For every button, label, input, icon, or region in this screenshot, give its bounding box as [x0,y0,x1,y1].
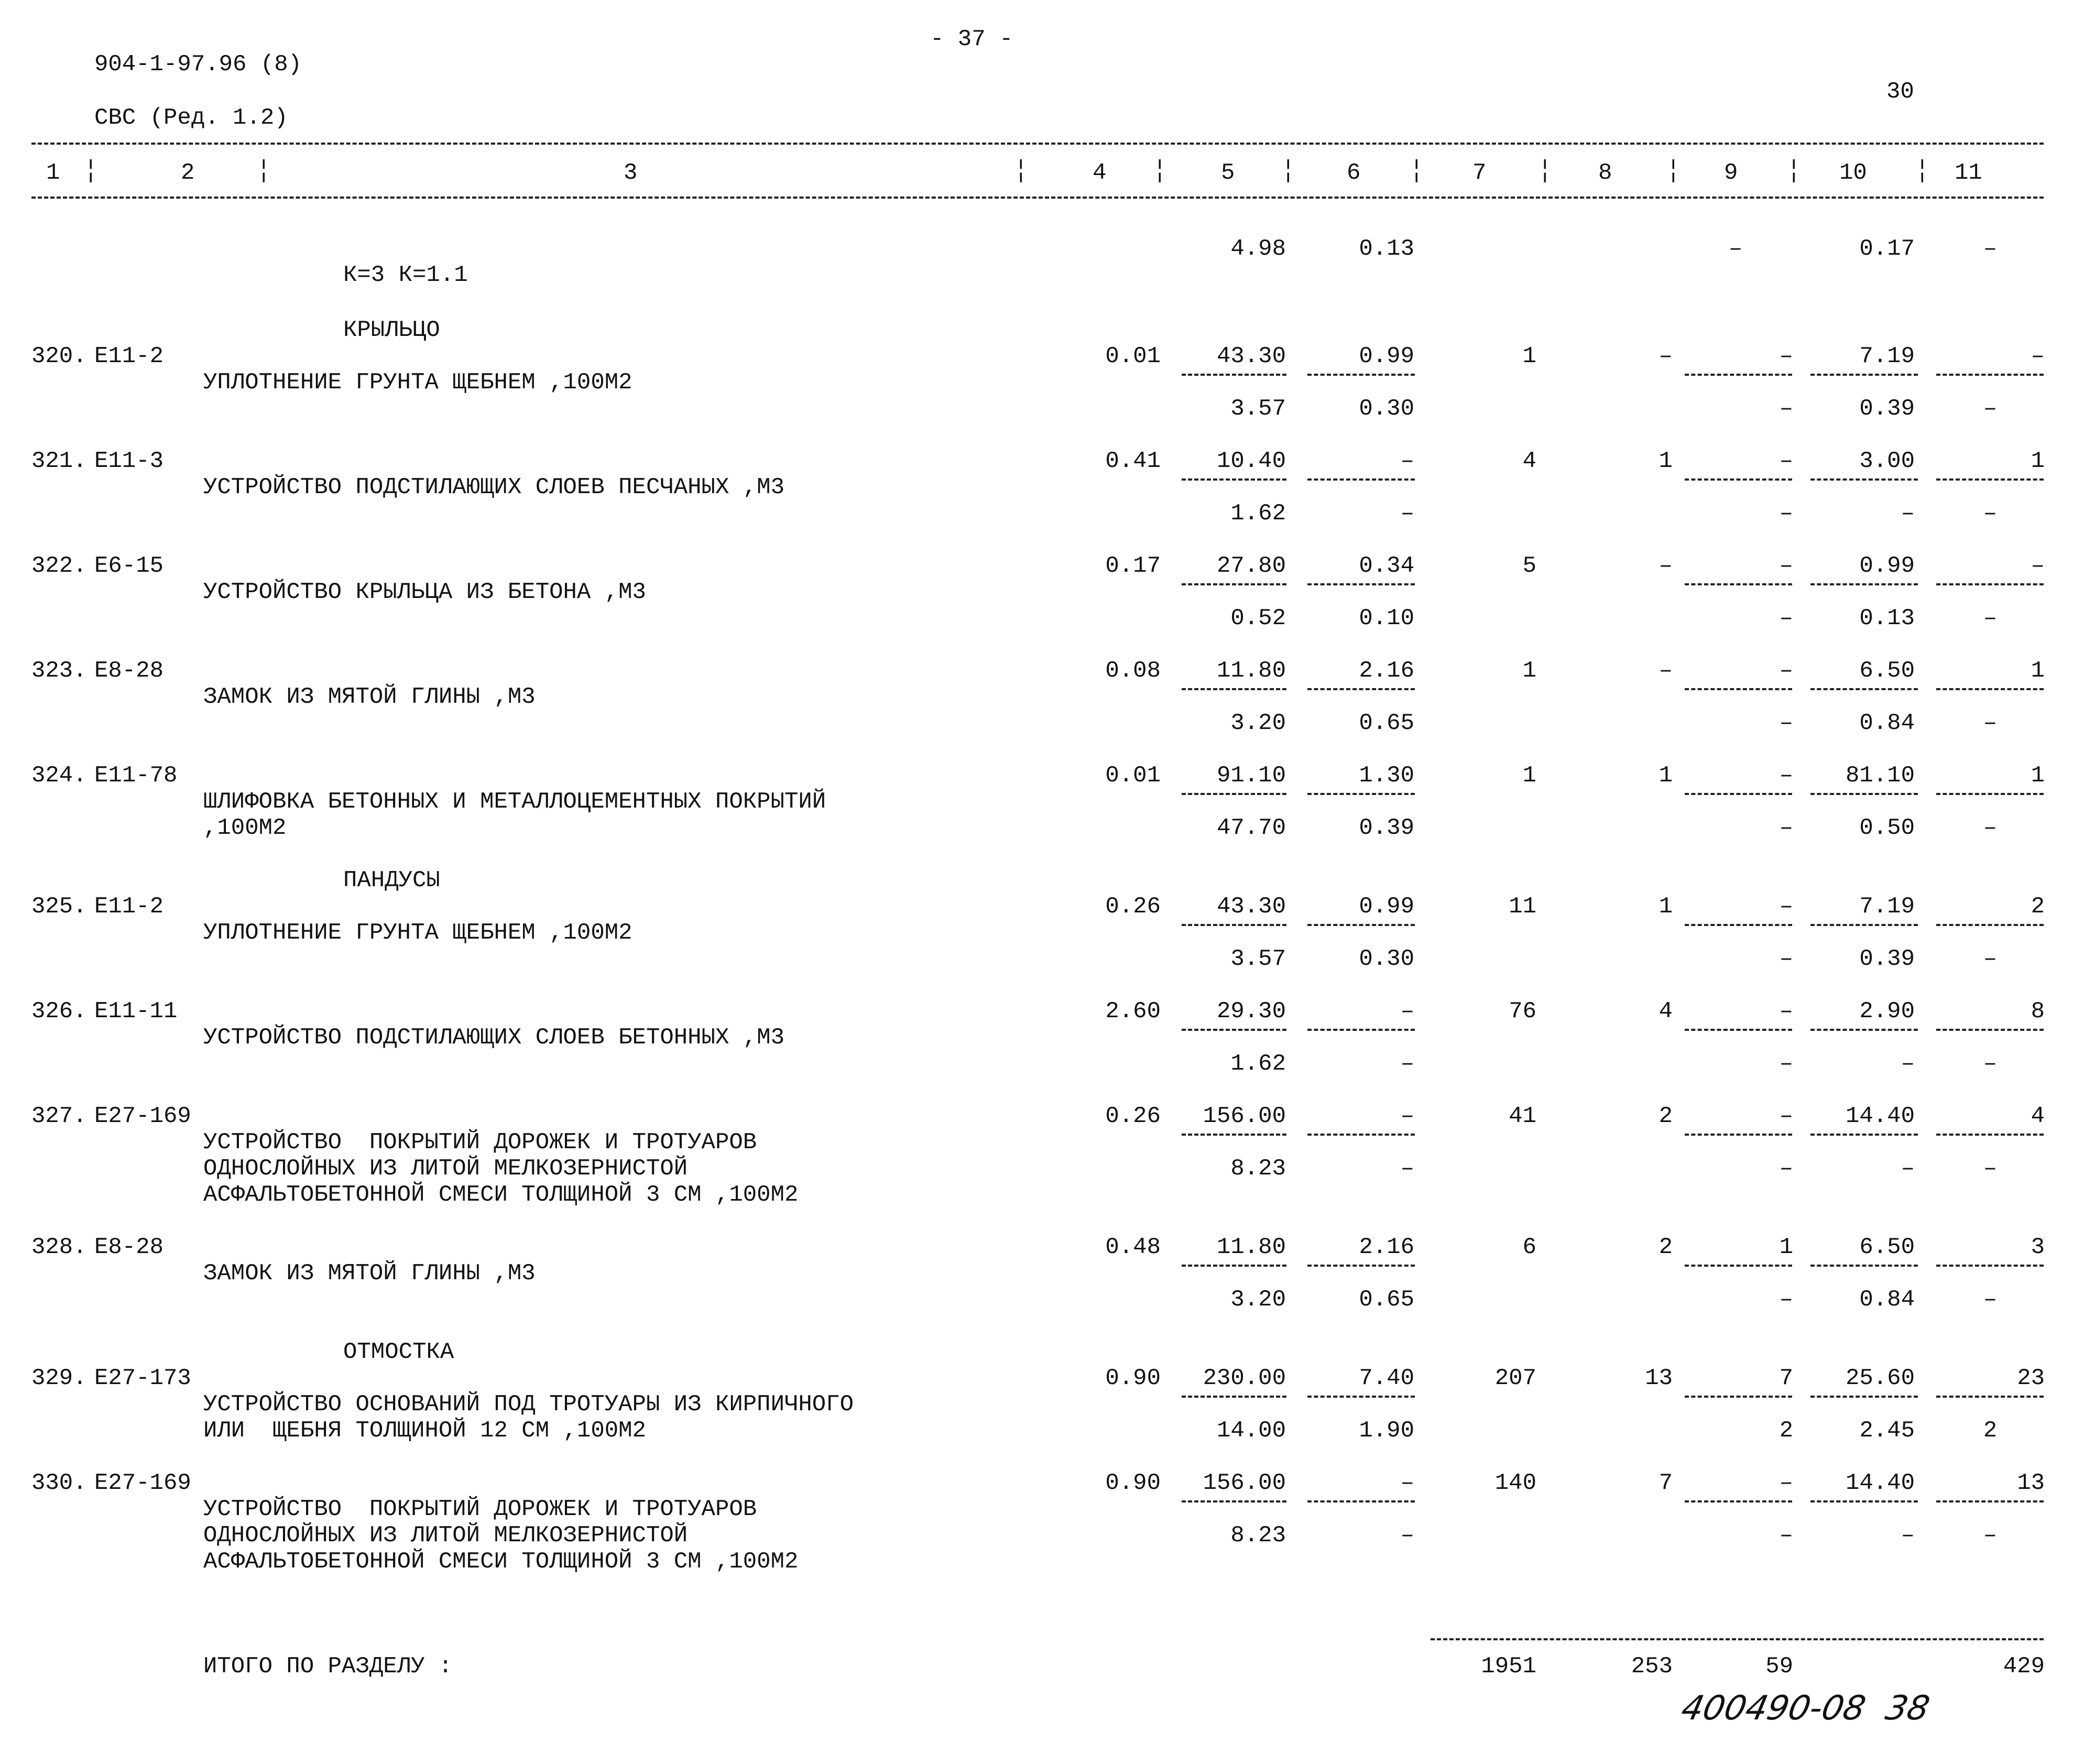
value-separator [1936,1396,2044,1398]
row-col9-bottom: – [1779,500,1793,527]
value-separator [1685,1500,1792,1502]
row-col11-bottom: – [1983,946,1998,972]
row-col10-bottom: – [1901,1522,1915,1549]
row-description: ОДНОСЛОЙНЫХ ИЗ ЛИТОЙ МЕЛКОЗЕРНИСТОЙ [203,1156,688,1182]
row-col5-bottom: 3.20 [1230,1287,1286,1313]
row-col11-top: – [2031,553,2045,579]
row-col10-top: 14.40 [1845,1470,1915,1496]
value-separator [1936,374,2044,376]
value-separator [1810,1396,1918,1398]
row-col8: 1 [1659,894,1673,920]
section-title: КРЫЛЬЦО [343,317,440,343]
row-col10-top: 7.19 [1859,894,1915,920]
row-description: УПЛОТНЕНИЕ ГРУНТА ЩЕБНЕМ ,100М2 [203,920,632,946]
column-separator: ╎ [1014,160,1028,186]
row-col5-top: 230.00 [1203,1365,1286,1391]
row-col5-bottom: 3.57 [1230,396,1286,422]
row-col6-top: – [1400,1470,1414,1496]
intro-col11: – [1983,236,1998,262]
row-col11-bottom: – [1983,605,1998,631]
row-col9-top: 7 [1779,1365,1793,1391]
column-header-4: 4 [1093,160,1107,186]
row-description: ЗАМОК ИЗ МЯТОЙ ГЛИНЫ ,М3 [203,1260,536,1287]
row-description: УСТРОЙСТВО ПОДСТИЛАЮЩИХ СЛОЕВ БЕТОННЫХ ,М3 [203,1025,784,1051]
row-col5-top: 91.10 [1216,763,1286,789]
row-col7: 41 [1509,1103,1536,1129]
value-separator [1936,793,2044,795]
row-col10-bottom: – [1901,1156,1915,1182]
program-version: СВС (Ред. 1.2) [94,105,288,131]
value-separator [1182,478,1286,481]
value-separator [1936,688,2044,690]
column-header-7: 7 [1472,160,1487,186]
row-quantity: 0.08 [1105,658,1161,684]
row-code: Е11-2 [94,894,164,920]
row-col10-top: 6.50 [1859,658,1915,684]
row-col10-bottom: – [1901,1051,1915,1077]
column-header-1: 1 [46,160,60,186]
value-separator [1307,478,1415,481]
row-col10-top: 14.40 [1845,1103,1915,1129]
column-header-9: 9 [1724,160,1738,186]
row-col10-bottom: 0.84 [1859,710,1915,736]
value-separator [1685,1265,1792,1267]
column-header-5: 5 [1221,160,1235,186]
row-col11-bottom: – [1983,1051,1998,1077]
row-col10-top: 3.00 [1859,448,1915,474]
column-header-2: 2 [181,160,195,186]
row-description: УСТРОЙСТВО ПОКРЫТИЙ ДОРОЖЕК И ТРОТУАРОВ [203,1129,757,1156]
value-separator [1182,688,1286,690]
row-col9-bottom: – [1779,946,1793,972]
value-separator [1182,1396,1286,1398]
value-separator [1810,793,1918,795]
row-number: 326. [31,998,87,1025]
row-number: 322. [31,553,87,579]
column-header-6: 6 [1347,160,1361,186]
row-description: ,100М2 [203,815,287,841]
row-col6-top: 2.16 [1359,1234,1414,1260]
value-separator [1936,583,2044,585]
row-col5-bottom: 3.57 [1230,946,1286,972]
header-rule-top [31,143,2044,145]
row-code: Е27-169 [94,1103,191,1129]
value-separator [1307,583,1415,585]
row-col8: 1 [1659,448,1673,474]
row-col7: 5 [1522,553,1536,579]
value-separator [1810,1134,1918,1136]
row-description: ШЛИФОВКА БЕТОННЫХ И МЕТАЛЛОЦЕМЕНТНЫХ ПОКРЫТИЙ [203,789,826,815]
row-code: Е27-173 [94,1365,191,1391]
row-col9-top: – [1779,1470,1793,1496]
row-number: 327. [31,1103,87,1129]
row-col10-bottom: 2.45 [1859,1418,1915,1444]
header-rule-bottom [31,197,2044,199]
row-description: ОДНОСЛОЙНЫХ ИЗ ЛИТОЙ МЕЛКОЗЕРНИСТОЙ [203,1522,688,1549]
row-col5-bottom: 3.20 [1230,710,1286,736]
row-col5-top: 11.80 [1216,658,1286,684]
row-col11-top: 1 [2031,658,2045,684]
row-description: УСТРОЙСТВО ПОКРЫТИЙ ДОРОЖЕК И ТРОТУАРОВ [203,1496,757,1522]
column-separator: ╎ [1153,160,1167,186]
row-quantity: 0.01 [1105,763,1161,789]
row-col5-top: 43.30 [1216,343,1286,369]
column-header-10: 10 [1839,160,1867,186]
value-separator [1685,1396,1792,1398]
column-separator: ╎ [1787,160,1801,186]
row-col9-bottom: – [1779,396,1793,422]
row-col10-bottom: – [1901,500,1915,527]
row-number: 323. [31,658,87,684]
value-separator [1182,1134,1286,1136]
row-col9-top: – [1779,343,1793,369]
row-col11-top: 3 [2031,1234,2045,1260]
row-col8: 7 [1659,1470,1673,1496]
column-separator: ╎ [1281,160,1295,186]
row-col9-bottom: 2 [1779,1418,1793,1444]
value-separator [1936,1029,2044,1031]
row-col11-bottom: – [1983,500,1998,527]
value-separator [1685,583,1792,585]
row-col5-top: 11.80 [1216,1234,1286,1260]
row-col6-top: – [1400,448,1414,474]
row-col8: 1 [1659,763,1673,789]
row-col6-bottom: – [1400,1156,1414,1182]
value-separator [1936,478,2044,481]
value-separator [1936,1134,2044,1136]
row-quantity: 0.17 [1105,553,1161,579]
value-separator [1936,924,2044,926]
row-col7: 6 [1522,1234,1536,1260]
row-col9-top: – [1779,894,1793,920]
column-header-3: 3 [624,160,638,186]
row-col5-top: 156.00 [1203,1103,1286,1129]
value-separator [1685,478,1792,481]
row-code: Е11-78 [94,763,178,789]
total-col11: 429 [2003,1653,2045,1680]
row-col11-top: 1 [2031,448,2045,474]
row-col6-top: 7.40 [1359,1365,1414,1391]
row-col9-bottom: – [1779,1522,1793,1549]
row-description: ИЛИ ЩЕБНЯ ТОЛЩИНОЙ 12 СМ ,100М2 [203,1418,646,1444]
value-separator [1182,374,1286,376]
row-col9-bottom: – [1779,1051,1793,1077]
row-col9-top: – [1779,553,1793,579]
column-separator: ╎ [1410,160,1424,186]
row-col6-bottom: 1.90 [1359,1418,1414,1444]
intro-col9: – [1728,236,1743,262]
value-separator [1810,374,1918,376]
value-separator [1810,1265,1918,1267]
intro-col5: 4.98 [1230,236,1286,262]
row-quantity: 0.01 [1105,343,1161,369]
sheet-number: 30 [1886,79,1914,105]
value-separator [1307,1396,1415,1398]
row-col6-top: – [1400,1103,1414,1129]
row-col10-bottom: 0.84 [1859,1287,1915,1313]
value-separator [1936,1500,2044,1502]
row-col7: 140 [1494,1470,1536,1496]
row-col6-bottom: 0.30 [1359,946,1414,972]
section-title: ОТМОСТКА [343,1339,454,1365]
row-code: Е6-15 [94,553,164,579]
row-col7: 4 [1522,448,1536,474]
row-code: Е8-28 [94,658,164,684]
value-separator [1182,793,1286,795]
row-number: 324. [31,763,87,789]
row-col7: 207 [1494,1365,1536,1391]
row-number: 325. [31,894,87,920]
page-number: - 37 - [930,26,1013,52]
value-separator [1810,1500,1918,1502]
row-quantity: 0.41 [1105,448,1161,474]
row-col5-bottom: 1.62 [1230,500,1286,527]
row-col10-bottom: 0.13 [1859,605,1915,631]
row-col6-top: 2.16 [1359,658,1414,684]
intro-col10: 0.17 [1859,236,1915,262]
row-col5-bottom: 47.70 [1216,815,1286,841]
row-col9-top: – [1779,1103,1793,1129]
row-col5-top: 27.80 [1216,553,1286,579]
row-col6-top: 0.99 [1359,894,1414,920]
section-title: ПАНДУСЫ [343,867,440,894]
row-col11-bottom: – [1983,1156,1998,1182]
row-code: Е11-11 [94,998,178,1025]
row-col5-bottom: 8.23 [1230,1156,1286,1182]
row-description: АСФАЛЬТОБЕТОННОЙ СМЕСИ ТОЛЩИНОЙ 3 СМ ,100М2 [203,1182,799,1208]
column-separator: ╎ [1666,160,1681,186]
column-separator: ╎ [1915,160,1929,186]
row-col5-top: 156.00 [1203,1470,1286,1496]
row-col11-bottom: – [1983,1287,1998,1313]
value-separator [1685,1029,1792,1031]
doc-code: 904-1-97.96 (8) [94,51,302,78]
row-col6-bottom: 0.10 [1359,605,1414,631]
row-col9-bottom: – [1779,815,1793,841]
row-number: 321. [31,448,87,474]
row-col10-top: 0.99 [1859,553,1915,579]
row-col11-top: 4 [2031,1103,2045,1129]
row-quantity: 0.48 [1105,1234,1161,1260]
value-separator [1307,688,1415,690]
column-separator: ╎ [257,160,271,186]
value-separator [1810,583,1918,585]
row-number: 329. [31,1365,87,1391]
value-separator [1182,1265,1286,1267]
row-col6-top: 0.34 [1359,553,1414,579]
row-col8: – [1659,343,1673,369]
row-col6-bottom: – [1400,500,1414,527]
row-col11-top: 13 [2017,1470,2045,1496]
value-separator [1685,374,1792,376]
row-col10-top: 81.10 [1845,763,1915,789]
row-quantity: 0.26 [1105,1103,1161,1129]
row-col5-top: 10.40 [1216,448,1286,474]
row-description: АСФАЛЬТОБЕТОННОЙ СМЕСИ ТОЛЩИНОЙ 3 СМ ,100М2 [203,1549,799,1575]
row-col8: – [1659,553,1673,579]
row-code: Е27-169 [94,1470,191,1496]
row-col11-bottom: – [1983,396,1998,422]
value-separator [1307,1500,1415,1502]
row-col11-top: 1 [2031,763,2045,789]
row-col6-bottom: 0.65 [1359,710,1414,736]
row-description: УСТРОЙСТВО ОСНОВАНИЙ ПОД ТРОТУАРЫ ИЗ КИРПИЧНОГО [203,1391,854,1418]
row-col6-top: – [1400,998,1414,1025]
column-separator: ╎ [84,160,98,186]
value-separator [1307,793,1415,795]
row-code: Е8-28 [94,1234,164,1260]
value-separator [1182,1029,1286,1031]
row-description: УСТРОЙСТВО ПОДСТИЛАЮЩИХ СЛОЕВ ПЕСЧАНЫХ ,М3 [203,474,784,500]
row-col6-bottom: 0.65 [1359,1287,1414,1313]
row-col11-top: 8 [2031,998,2045,1025]
row-col7: 1 [1522,658,1536,684]
row-code: Е11-3 [94,448,164,474]
row-col10-bottom: 0.50 [1859,815,1915,841]
row-col10-top: 2.90 [1859,998,1915,1025]
row-code: Е11-2 [94,343,164,369]
value-separator [1810,924,1918,926]
row-col9-bottom: – [1779,710,1793,736]
row-col11-bottom: – [1983,815,1998,841]
row-col6-bottom: 0.39 [1359,815,1414,841]
row-col6-bottom: – [1400,1051,1414,1077]
value-separator [1685,924,1792,926]
total-col9: 59 [1765,1653,1793,1680]
row-quantity: 2.60 [1105,998,1161,1025]
row-description: УПЛОТНЕНИЕ ГРУНТА ЩЕБНЕМ ,100М2 [203,369,632,396]
value-separator [1685,793,1792,795]
value-separator [1936,1265,2044,1267]
value-separator [1810,478,1918,481]
value-separator [1307,374,1415,376]
column-header-11: 11 [1955,160,1982,186]
row-quantity: 0.90 [1105,1470,1161,1496]
value-separator [1810,688,1918,690]
row-quantity: 0.26 [1105,894,1161,920]
row-col8: 13 [1645,1365,1673,1391]
row-description: ЗАМОК ИЗ МЯТОЙ ГЛИНЫ ,М3 [203,684,536,710]
row-col7: 1 [1522,763,1536,789]
row-number: 330. [31,1470,87,1496]
row-col9-top: – [1779,763,1793,789]
row-quantity: 0.90 [1105,1365,1161,1391]
row-col8: 2 [1659,1234,1673,1260]
row-col8: – [1659,658,1673,684]
row-col10-top: 7.19 [1859,343,1915,369]
row-col10-top: 25.60 [1845,1365,1915,1391]
row-col11-bottom: 2 [1983,1418,1998,1444]
total-col8: 253 [1631,1653,1673,1680]
row-col7: 1 [1522,343,1536,369]
value-separator [1307,924,1415,926]
row-col10-bottom: 0.39 [1859,946,1915,972]
row-col7: 11 [1509,894,1536,920]
handwritten-note: 400490-08 38 [1678,1689,1933,1728]
value-separator [1182,1500,1286,1502]
intro-col6: 0.13 [1359,236,1414,262]
row-col9-bottom: – [1779,605,1793,631]
row-number: 320. [31,343,87,369]
row-col5-top: 29.30 [1216,998,1286,1025]
row-col11-top: 2 [2031,894,2045,920]
value-separator [1307,1029,1415,1031]
row-col11-bottom: – [1983,710,1998,736]
column-header-8: 8 [1598,160,1612,186]
row-description: УСТРОЙСТВО КРЫЛЬЦА ИЗ БЕТОНА ,М3 [203,579,646,605]
row-col8: 4 [1659,998,1673,1025]
row-col6-bottom: – [1400,1522,1414,1549]
row-col8: 2 [1659,1103,1673,1129]
row-col9-bottom: – [1779,1156,1793,1182]
row-col6-top: 0.99 [1359,343,1414,369]
value-separator [1685,688,1792,690]
row-col5-bottom: 14.00 [1216,1418,1286,1444]
row-col11-bottom: – [1983,1522,1998,1549]
column-separator: ╎ [1538,160,1552,186]
row-col6-top: 1.30 [1359,763,1414,789]
value-separator [1182,583,1286,585]
row-col6-bottom: 0.30 [1359,396,1414,422]
row-col11-top: 23 [2017,1365,2045,1391]
row-col9-top: – [1779,448,1793,474]
row-col9-bottom: – [1779,1287,1793,1313]
row-col9-top: 1 [1779,1234,1793,1260]
value-separator [1810,1029,1918,1031]
row-col5-bottom: 1.62 [1230,1051,1286,1077]
value-separator [1307,1265,1415,1267]
value-separator [1182,924,1286,926]
total-label: ИТОГО ПО РАЗДЕЛУ : [203,1653,453,1680]
row-col7: 76 [1509,998,1536,1025]
value-separator [1307,1134,1415,1136]
coefficient-note: К=3 К=1.1 [343,262,468,288]
row-col10-top: 6.50 [1859,1234,1915,1260]
row-col10-bottom: 0.39 [1859,396,1915,422]
row-col9-top: – [1779,998,1793,1025]
row-col5-bottom: 0.52 [1230,605,1286,631]
row-col11-top: – [2031,343,2045,369]
total-rule [1431,1638,2044,1640]
row-col9-top: – [1779,658,1793,684]
row-col5-bottom: 8.23 [1230,1522,1286,1549]
value-separator [1685,1134,1792,1136]
row-col5-top: 43.30 [1216,894,1286,920]
row-number: 328. [31,1234,87,1260]
total-col7: 1951 [1481,1653,1536,1680]
